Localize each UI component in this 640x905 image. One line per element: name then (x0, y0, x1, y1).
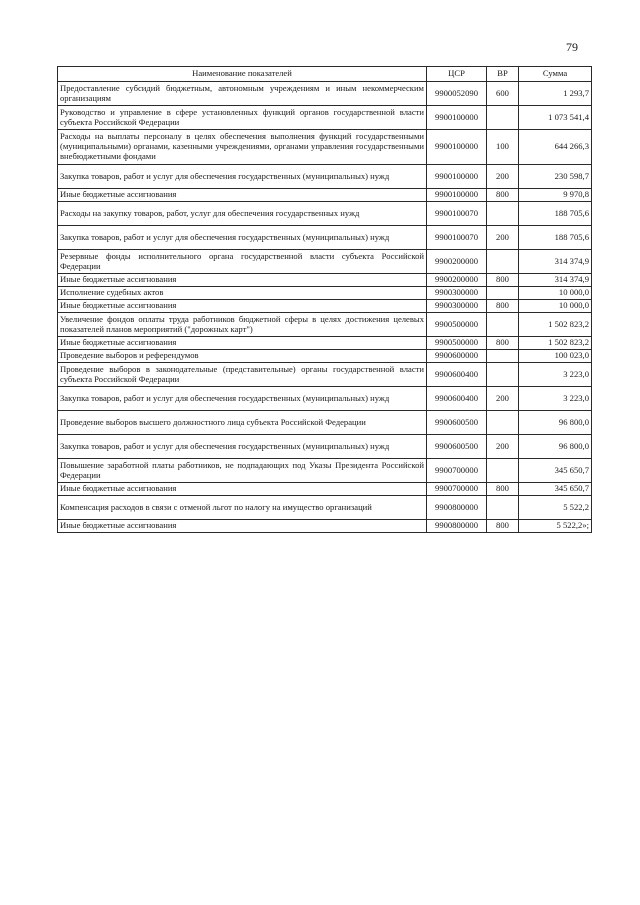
table-row (58, 459, 592, 483)
cell-sum: 3 223,0 (519, 363, 592, 387)
cell-name: Увеличение фондов оплаты труда работников бюджетной сферы в целях достижения целевых показателей планов мероприятий ("дорожных карт") (58, 313, 427, 337)
cell-vr (487, 350, 519, 363)
cell-vr: 800 (487, 483, 519, 496)
table-row (58, 300, 592, 313)
table-row (58, 226, 592, 250)
cell-vr (487, 202, 519, 226)
table-row (58, 411, 592, 435)
table-row (58, 435, 592, 459)
cell-sum: 188 705,6 (519, 202, 592, 226)
cell-csr: 9900200000 (427, 250, 487, 274)
table-row (58, 250, 592, 274)
cell-name: Расходы на закупку товаров, работ, услуг для обеспечения государственных нужд (58, 202, 427, 226)
cell-name: Иные бюджетные ассигнования (58, 274, 427, 287)
column-header-sum: Сумма (519, 67, 592, 82)
table-row (58, 106, 592, 130)
cell-name: Компенсация расходов в связи с отменой льгот по налогу на имущество организаций (58, 496, 427, 520)
cell-name: Повышение заработной платы работников, не подпадающих под Указы Президента Российской Федерации (58, 459, 427, 483)
cell-name: Резервные фонды исполнительного органа государственной власти субъекта Российской Федерации (58, 250, 427, 274)
cell-vr: 800 (487, 189, 519, 202)
cell-csr: 9900500000 (427, 337, 487, 350)
cell-name: Расходы на выплаты персоналу в целях обеспечения выполнения функций государственными (муниципальными) органами, казенными учреждениями, органами управления государственными внебюджетными фондами (58, 130, 427, 165)
cell-vr: 200 (487, 165, 519, 189)
cell-vr (487, 106, 519, 130)
table-row (58, 520, 592, 533)
cell-name: Иные бюджетные ассигнования (58, 483, 427, 496)
table-row (58, 483, 592, 496)
table-row (58, 287, 592, 300)
cell-sum: 345 650,7 (519, 483, 592, 496)
cell-name: Закупка товаров, работ и услуг для обеспечения государственных (муниципальных) нужд (58, 165, 427, 189)
cell-csr: 9900500000 (427, 313, 487, 337)
cell-vr: 800 (487, 520, 519, 533)
cell-vr (487, 250, 519, 274)
cell-name: Иные бюджетные ассигнования (58, 520, 427, 533)
cell-name: Проведение выборов высшего должностного лица субъекта Российской Федерации (58, 411, 427, 435)
cell-name: Проведение выборов в законодательные (представительные) органы государственной власти субъекта Российской Федерации (58, 363, 427, 387)
cell-sum: 1 502 823,2 (519, 337, 592, 350)
cell-sum: 10 000,0 (519, 287, 592, 300)
cell-vr: 800 (487, 274, 519, 287)
cell-name: Закупка товаров, работ и услуг для обеспечения государственных (муниципальных) нужд (58, 435, 427, 459)
table-row (58, 363, 592, 387)
cell-name: Предоставление субсидий бюджетным, автономным учреждениям и иным некоммерческим организациям (58, 82, 427, 106)
cell-csr: 9900100070 (427, 226, 487, 250)
cell-sum: 314 374,9 (519, 250, 592, 274)
table-row (58, 274, 592, 287)
cell-csr: 9900600500 (427, 411, 487, 435)
cell-vr (487, 313, 519, 337)
cell-csr: 9900100070 (427, 202, 487, 226)
cell-name: Закупка товаров, работ и услуг для обеспечения государственных (муниципальных) нужд (58, 387, 427, 411)
cell-vr: 600 (487, 82, 519, 106)
table-row (58, 313, 592, 337)
cell-sum: 96 800,0 (519, 435, 592, 459)
cell-csr: 9900700000 (427, 483, 487, 496)
cell-vr (487, 496, 519, 520)
cell-name: Иные бюджетные ассигнования (58, 300, 427, 313)
table-row (58, 130, 592, 165)
cell-vr: 200 (487, 435, 519, 459)
table-body (58, 82, 592, 533)
cell-name: Иные бюджетные ассигнования (58, 189, 427, 202)
table-row (58, 82, 592, 106)
cell-csr: 9900600500 (427, 435, 487, 459)
cell-csr: 9900100000 (427, 165, 487, 189)
cell-csr: 9900700000 (427, 459, 487, 483)
budget-table (57, 66, 592, 533)
table-row (58, 337, 592, 350)
table-row (58, 496, 592, 520)
cell-csr: 9900100000 (427, 189, 487, 202)
cell-vr: 200 (487, 387, 519, 411)
cell-sum: 230 598,7 (519, 165, 592, 189)
cell-csr: 9900200000 (427, 274, 487, 287)
cell-csr: 9900100000 (427, 106, 487, 130)
cell-sum: 96 800,0 (519, 411, 592, 435)
cell-name: Руководство и управление в сфере установленных функций органов государственной власти субъекта Российской Федерации (58, 106, 427, 130)
cell-name: Закупка товаров, работ и услуг для обеспечения государственных (муниципальных) нужд (58, 226, 427, 250)
cell-csr: 9900300000 (427, 300, 487, 313)
cell-sum: 345 650,7 (519, 459, 592, 483)
table-row (58, 350, 592, 363)
cell-sum: 314 374,9 (519, 274, 592, 287)
cell-csr: 9900100000 (427, 130, 487, 165)
cell-csr: 9900800000 (427, 496, 487, 520)
table-row (58, 387, 592, 411)
cell-sum: 5 522,2»; (519, 520, 592, 533)
cell-vr: 100 (487, 130, 519, 165)
cell-csr: 9900600400 (427, 363, 487, 387)
cell-name: Проведение выборов и референдумов (58, 350, 427, 363)
cell-csr: 9900600400 (427, 387, 487, 411)
cell-vr: 800 (487, 337, 519, 350)
cell-vr (487, 363, 519, 387)
cell-vr (487, 459, 519, 483)
cell-sum: 3 223,0 (519, 387, 592, 411)
cell-csr: 9900052090 (427, 82, 487, 106)
column-header-name: Наименование показателей (58, 67, 427, 82)
cell-vr: 200 (487, 226, 519, 250)
table-row (58, 165, 592, 189)
table-header-row (58, 67, 592, 82)
cell-name: Иные бюджетные ассигнования (58, 337, 427, 350)
page-number: 79 (566, 40, 578, 54)
table-row (58, 202, 592, 226)
cell-sum: 100 023,0 (519, 350, 592, 363)
cell-csr: 9900800000 (427, 520, 487, 533)
cell-name: Исполнение судебных актов (58, 287, 427, 300)
cell-csr: 9900300000 (427, 287, 487, 300)
table-row (58, 189, 592, 202)
cell-sum: 10 000,0 (519, 300, 592, 313)
cell-sum: 5 522,2 (519, 496, 592, 520)
cell-sum: 9 970,8 (519, 189, 592, 202)
cell-vr (487, 411, 519, 435)
cell-sum: 1 293,7 (519, 82, 592, 106)
cell-csr: 9900600000 (427, 350, 487, 363)
cell-sum: 1 502 823,2 (519, 313, 592, 337)
cell-sum: 644 266,3 (519, 130, 592, 165)
column-header-csr: ЦСР (427, 67, 487, 82)
column-header-vr: ВР (487, 67, 519, 82)
cell-sum: 188 705,6 (519, 226, 592, 250)
cell-vr (487, 287, 519, 300)
cell-vr: 800 (487, 300, 519, 313)
cell-sum: 1 073 541,4 (519, 106, 592, 130)
